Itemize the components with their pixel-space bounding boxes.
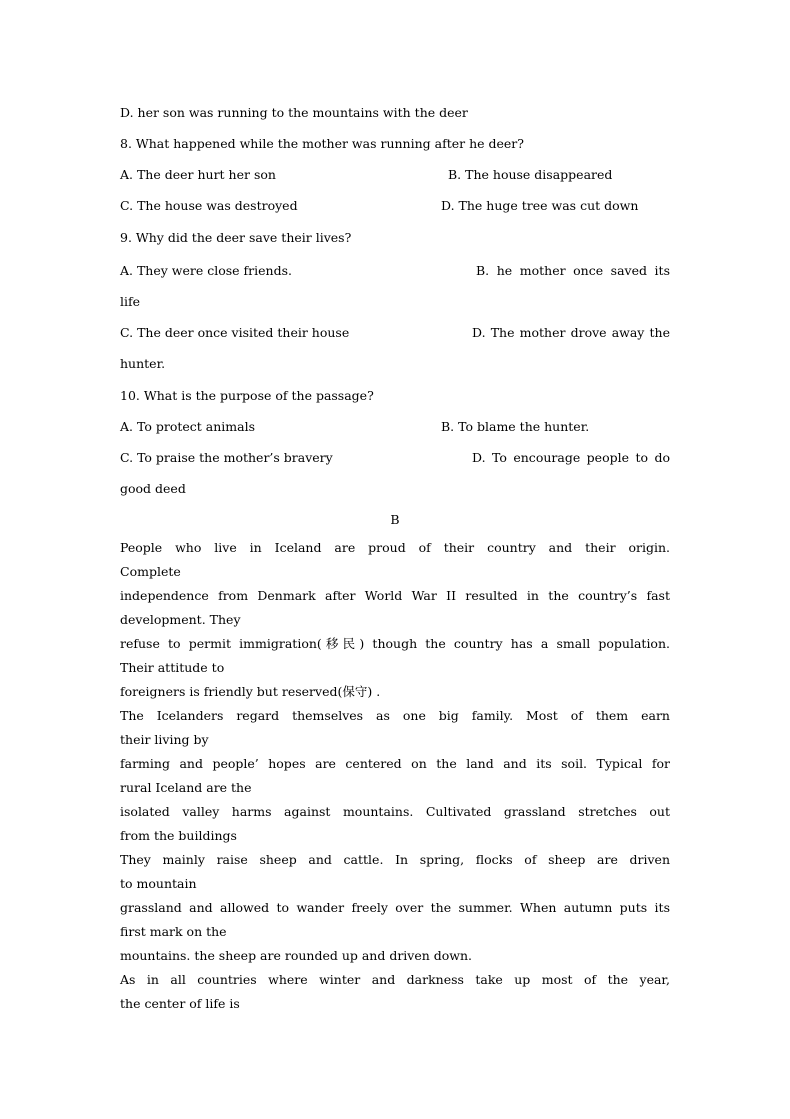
q10-option-d-continued: good deed	[120, 481, 186, 496]
passage-line: foreigners is friendly but reserved(保守) .	[120, 684, 381, 699]
section-b-heading: B	[390, 512, 400, 527]
q9-question: 9. Why did the deer save their lives?	[120, 230, 352, 245]
passage-line: People who live in Iceland are proud of their country and their origin.	[120, 540, 670, 555]
q10-option-d: D. To encourage people to do	[472, 450, 670, 465]
q9-option-a: A. They were close friends.	[120, 263, 292, 278]
passage-line: Complete	[120, 564, 181, 579]
passage-line: their living by	[120, 732, 209, 747]
passage-line: farming and people’ hopes are centered on the land and its soil. Typical for	[120, 756, 670, 771]
passage-line: mountains. the sheep are rounded up and driven down.	[120, 948, 473, 963]
passage-line: As in all countries where winter and darkness take up most of the year,	[120, 972, 670, 987]
q9-option-d: D. The mother drove away the	[472, 325, 670, 340]
passage-line: They mainly raise sheep and cattle. In spring, flocks of sheep are driven	[120, 852, 670, 867]
passage-line: to mountain	[120, 876, 197, 891]
passage-line: isolated valley harms against mountains. Cultivated grassland stretches out	[120, 804, 670, 819]
q8-option-d: D. The huge tree was cut down	[441, 198, 639, 213]
q10-option-b: B. To blame the hunter.	[441, 419, 590, 434]
q8-option-a: A. The deer hurt her son	[120, 167, 276, 182]
passage-line: The Icelanders regard themselves as one big family. Most of them earn	[120, 708, 670, 723]
q9-option-b-continued: life	[120, 294, 141, 309]
passage-line: the center of life is	[120, 996, 240, 1011]
q10-option-a: A. To protect animals	[120, 419, 255, 434]
q7-option-d: D. her son was running to the mountains with the deer	[120, 105, 468, 120]
passage-line: refuse to permit immigration(移民) though the country has a small population.	[120, 636, 670, 651]
q10-question: 10. What is the purpose of the passage?	[120, 388, 374, 403]
passage-line: independence from Denmark after World War II resulted in the country’s fast	[120, 588, 670, 603]
q8-question: 8. What happened while the mother was running after he deer?	[120, 136, 524, 151]
passage-line: grassland and allowed to wander freely over the summer. When autumn puts its	[120, 900, 670, 915]
q9-option-b: B. he mother once saved its	[476, 263, 670, 278]
q8-option-c: C. The house was destroyed	[120, 198, 298, 213]
q9-option-d-continued: hunter.	[120, 356, 166, 371]
q10-option-c: C. To praise the mother’s bravery	[120, 450, 333, 465]
passage-line: rural Iceland are the	[120, 780, 252, 795]
q9-option-c: C. The deer once visited their house	[120, 325, 350, 340]
passage-line: first mark on the	[120, 924, 227, 939]
passage-line: development. They	[120, 612, 241, 627]
passage-line: from the buildings	[120, 828, 237, 843]
q8-option-b: B. The house disappeared	[448, 167, 613, 182]
passage-line: Their attitude to	[120, 660, 225, 675]
